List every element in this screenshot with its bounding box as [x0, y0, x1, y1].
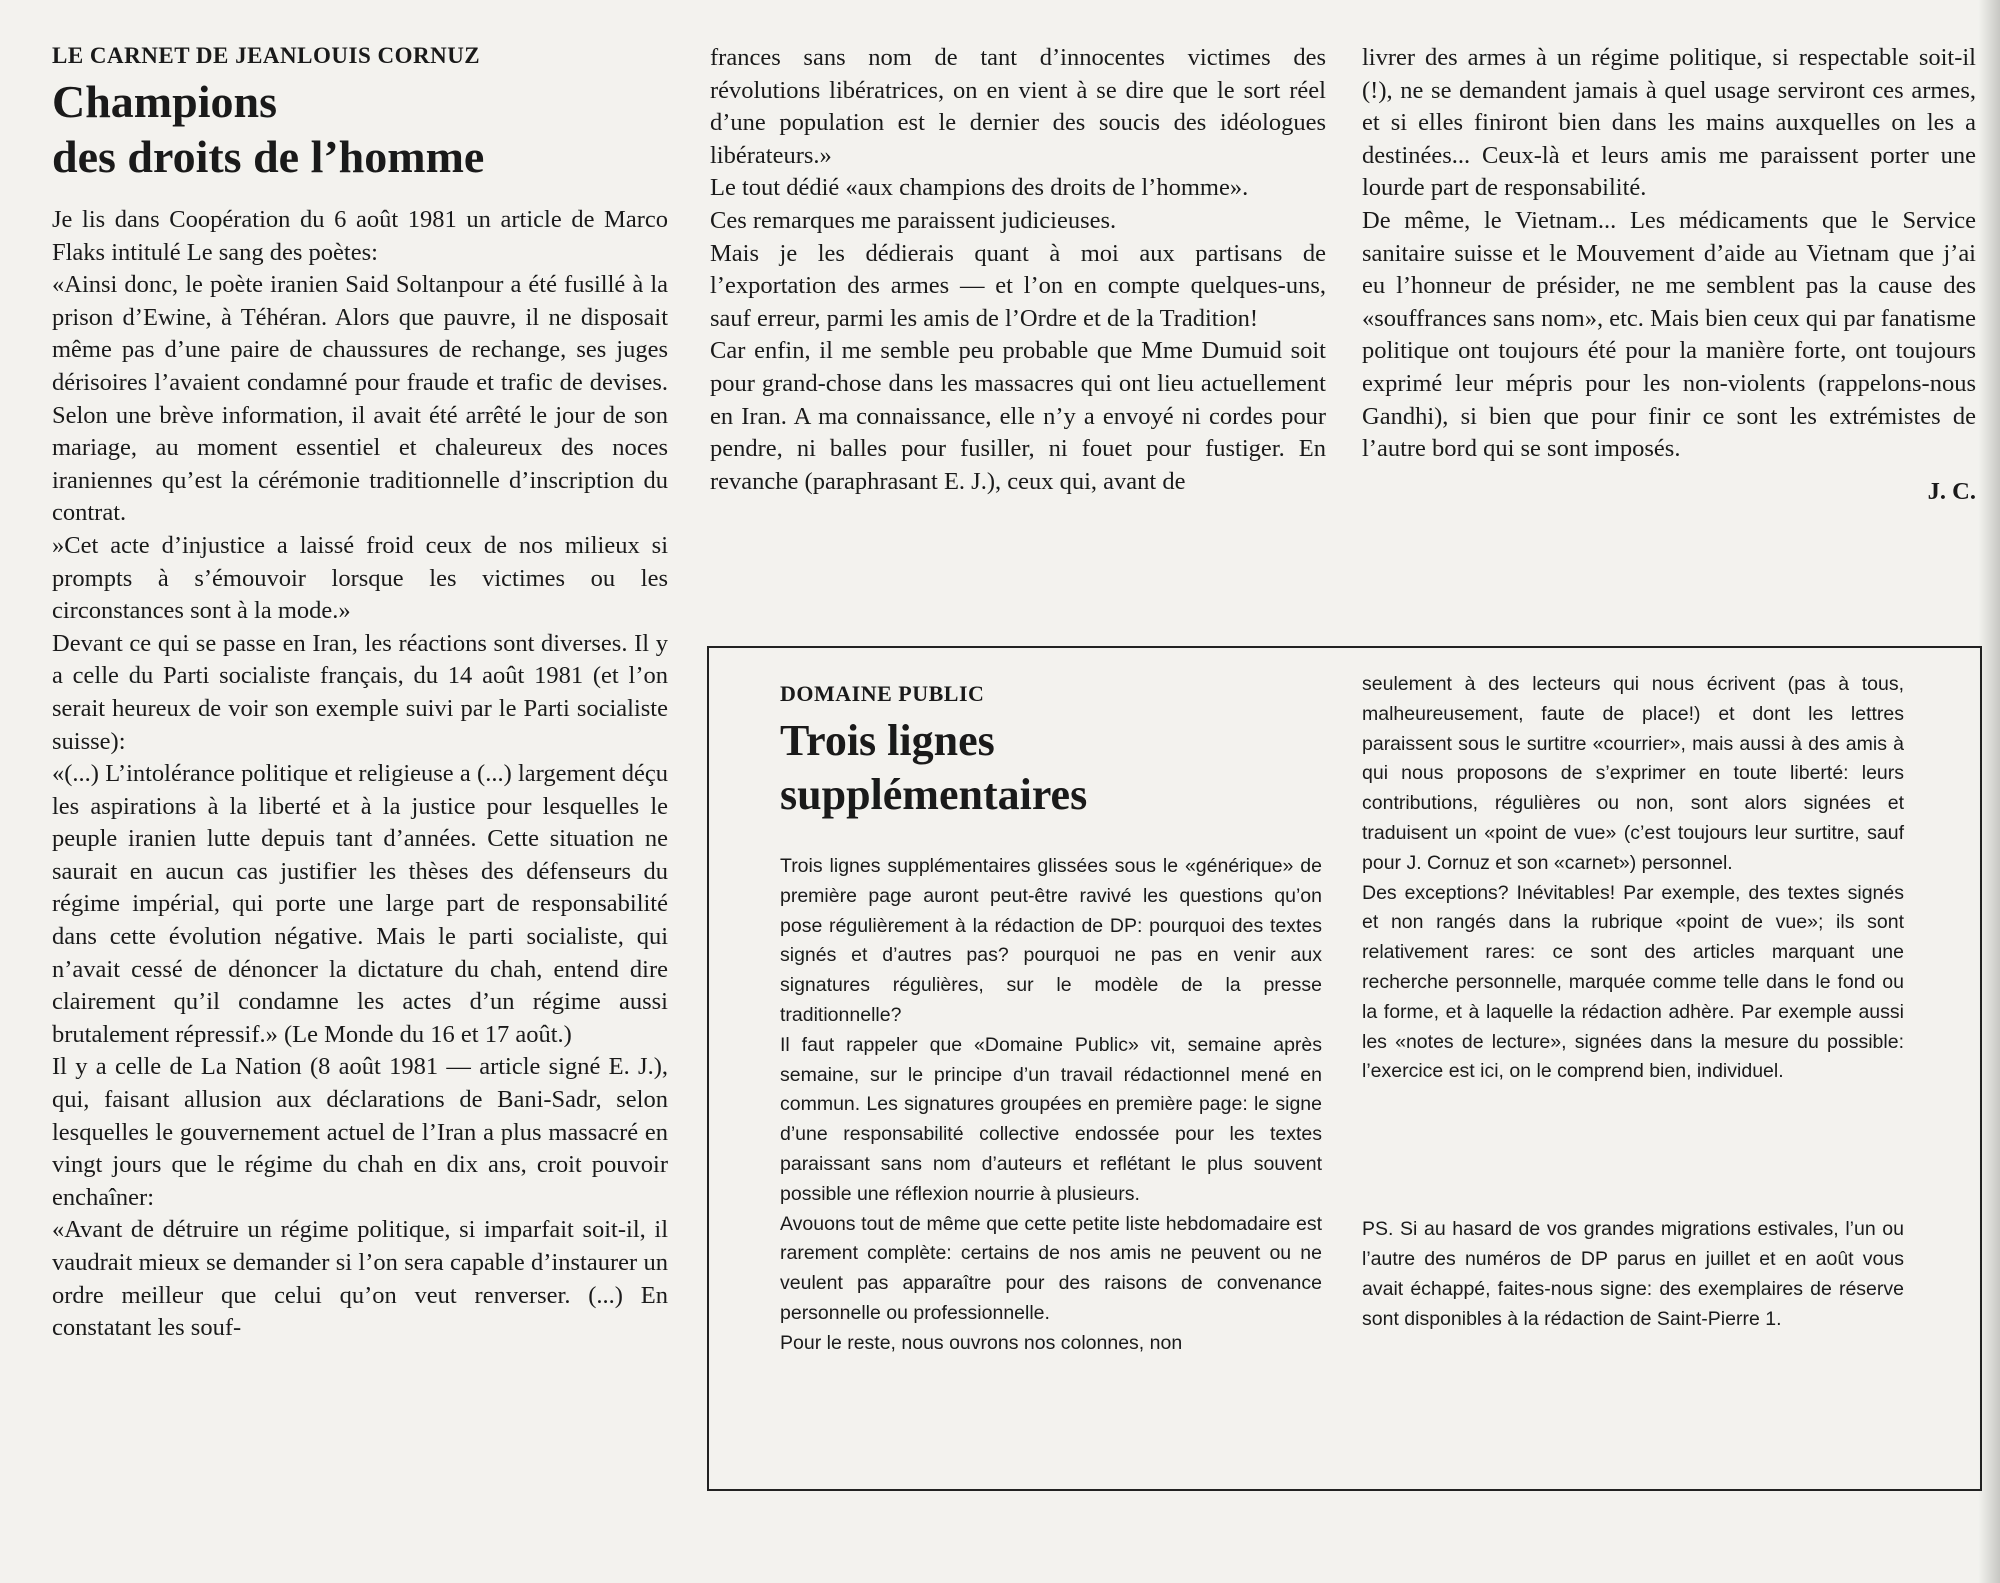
article-column-3	[1362, 42, 1976, 508]
article-signature: J. C.	[1927, 477, 1976, 505]
article-paragraph: Le tout dédié «aux champions des droits de l’homme».	[710, 174, 1249, 202]
box-column-2	[1362, 670, 1904, 1334]
box-headline	[780, 714, 1322, 822]
article-column-1	[52, 42, 668, 1345]
box-paragraph: Des exceptions? Inévitables! Par exemple, des textes signés et non rangés dans la rubrique «point de vue»; ils sont relativement rares: ce sont des articles marquant une recherche personnelle, marquée comme telle dans le fond ou la forme, et à laquelle la rédaction adhère. Par exemple aussi les «notes de lecture», signées dans la mesure du possible: l’exercice est ici, on le comprend bien, individuel.	[1362, 881, 1904, 1083]
article-column-2	[710, 42, 1326, 498]
article-paragraph: «Avant de détruire un régime politique, si imparfait soit-il, il vaudrait mieux se demander si l’on sera capable d’instaurer un ordre meilleur que celui qu’on veut renverser. (...) En constatant les souf-	[52, 1216, 668, 1342]
article-headline	[52, 74, 668, 184]
box-body-1	[780, 852, 1322, 1359]
article-paragraph: Devant ce qui se passe en Iran, les réactions sont diverses. Il y a celle du Parti socialiste français, du 14 août 1981 (et l’on serait heureux de voir son exemple suivi par le Parti socialiste suisse):	[52, 629, 668, 755]
article-paragraph: De même, le Vietnam... Les médicaments que le Service sanitaire suisse et le Mouvement d’aide au Vietnam que j’ai eu l’honneur de présider, ne me semblent pas la cause des «souffrances sans nom», etc. Mais bien ceux qui par fanatisme politique ont toujours été pour la manière forte, ont toujours exprimé leur mépris pour les non-violents (rappelons-nous Gandhi), si bien que pour finir ce sont les extrémistes de l’autre bord qui se sont imposés.	[1362, 206, 1976, 463]
domaine-public-box	[707, 646, 1982, 1491]
article-paragraph: Mais je les dédierais quant à moi aux partisans de l’exportation des armes — et l’on en compte quelques-uns, sauf erreur, parmi les amis de l’Ordre et de la Tradition!	[710, 239, 1326, 332]
article-paragraph: «Ainsi donc, le poète iranien Said Soltanpour a été fusillé à la prison d’Ewine, à Téhéran. Alors que pauvre, il ne disposait même pas d’une paire de chaussures de rechange, ses juges dérisoires l’avaient condamné pour fraude et trafic de devises. Selon une brève information, il avait été arrêté le jour de son mariage, au moment essentiel et chaleureux des noces iraniennes qu’est la cérémonie traditionnelle d’inscription du contrat.	[52, 271, 668, 527]
box-paragraph: Trois lignes supplémentaires glissées sous le «générique» de première page auront peut-être ravivé les questions qu’on pose régulièrement à la rédaction de DP: pourquoi des textes signés et d’autres pas? pourquoi ne pas en venir aux signatures régulières, sur le modèle de la presse traditionnelle?	[780, 855, 1322, 1026]
headline-line-2: des droits de l’homme	[52, 131, 485, 182]
box-kicker: DOMAINE PUBLIC	[780, 681, 985, 706]
box-postscript: PS. Si au hasard de vos grandes migrations estivales, l’un ou l’autre des numéros de DP parus en juillet et en août vous avait échappé, faites-nous signe: des exemplaires de réserve sont disponibles à la rédaction de Saint-Pierre 1.	[1362, 1218, 1904, 1330]
article-kicker: LE CARNET DE JEANLOUIS CORNUZ	[52, 43, 481, 68]
article-paragraph: frances sans nom de tant d’innocentes victimes des révolutions libératrices, on en vient à se dire que le sort réel d’une population est le dernier des soucis des idéologues libérateurs.»	[710, 44, 1326, 169]
page-edge-shadow	[1978, 0, 2000, 1583]
article-paragraph: Ces remarques me paraissent judicieuses.	[710, 206, 1117, 234]
box-paragraph: Avouons tout de même que cette petite liste hebdomadaire est rarement complète: certains de nos amis ne peuvent ou ne veulent pas apparaître pour des raisons de convenance personnelle ou professionnelle.	[780, 1212, 1322, 1324]
article-paragraph: livrer des armes à un régime politique, si respectable soit-il (!), ne se demandent jamais à quel usage serviront ces armes, et si elles finiront bien dans les mains auxquelles on les a destinées... Ceux-là et leurs amis me paraissent porter une lourde part de responsabilité.	[1362, 44, 1976, 202]
box-headline-line-2: supplémentaires	[780, 770, 1088, 819]
article-paragraph: «(...) L’intolérance politique et religieuse a (...) largement déçu les aspirations à la liberté et à la justice pour lesquelles le peuple iranien lutte depuis tant d’années. Cette situation ne saurait en aucun cas justifier les thèses des défenseurs du régime impérial, qui porte une large part de responsabilité dans cette évolution négative. Mais le parti socialiste, qui n’avait cessé de dénoncer la dictature du chah, entend dire clairement qu’il condamne les actes d’un régime aussi brutalement répressif.» (Le Monde du 16 et 17 août.)	[52, 760, 668, 1048]
box-paragraph: Pour le reste, nous ouvrons nos colonnes, non	[780, 1331, 1183, 1354]
article-paragraph: »Cet acte d’injustice a laissé froid ceux de nos milieux si prompts à s’émouvoir lorsque les victimes ou les circonstances sont à la mode.»	[52, 531, 668, 625]
box-column-1	[780, 680, 1322, 1359]
article-paragraph: Je lis dans Coopération du 6 août 1981 un article de Marco Flaks intitulé Le sang des poètes:	[52, 206, 668, 266]
article-paragraph: Il y a celle de La Nation (8 août 1981 — article signé E. J.), qui, faisant allusion aux déclarations de Bani-Sadr, selon lesquelles le gouvernement actuel de l’Iran a plus massacré en vingt jours que le régime du chah en dix ans, croit pouvoir enchaîner:	[52, 1053, 668, 1211]
headline-line-1: Champions	[52, 76, 277, 127]
box-headline-line-1: Trois lignes	[780, 716, 995, 765]
article-body	[52, 204, 668, 1345]
box-paragraph: Il faut rappeler que «Domaine Public» vit, semaine après semaine, sur le principe d’un travail rédactionnel mené en commun. Les signatures groupées en première page: le signe d’une responsabilité collective endossée pour les textes paraissant sans nom d’auteurs et reflétant le plus souvent possible une réflexion nourrie à plusieurs.	[780, 1033, 1322, 1205]
box-paragraph: seulement à des lecteurs qui nous écrivent (pas à tous, malheureusement, faute de place!) et dont les lettres paraissent sous le surtitre «courrier», mais aussi à des amis à qui nous proposons de s’exprimer en toute liberté: leurs contributions, régulières ou non, sont alors signées et traduisent un «point de vue» (c’est toujours leur surtitre, sauf pour J. Cornuz et son «carnet») personnel.	[1362, 673, 1904, 874]
article-paragraph: Car enfin, il me semble peu probable que Mme Dumuid soit pour grand-chose dans les massacres qui ont lieu actuellement en Iran. A ma connaissance, elle n’y a envoyé ni cordes pour pendre, ni balles pour fusiller, ni fouet pour fustiger. En revanche (paraphrasant E. J.), ceux qui, avant de	[710, 337, 1326, 495]
